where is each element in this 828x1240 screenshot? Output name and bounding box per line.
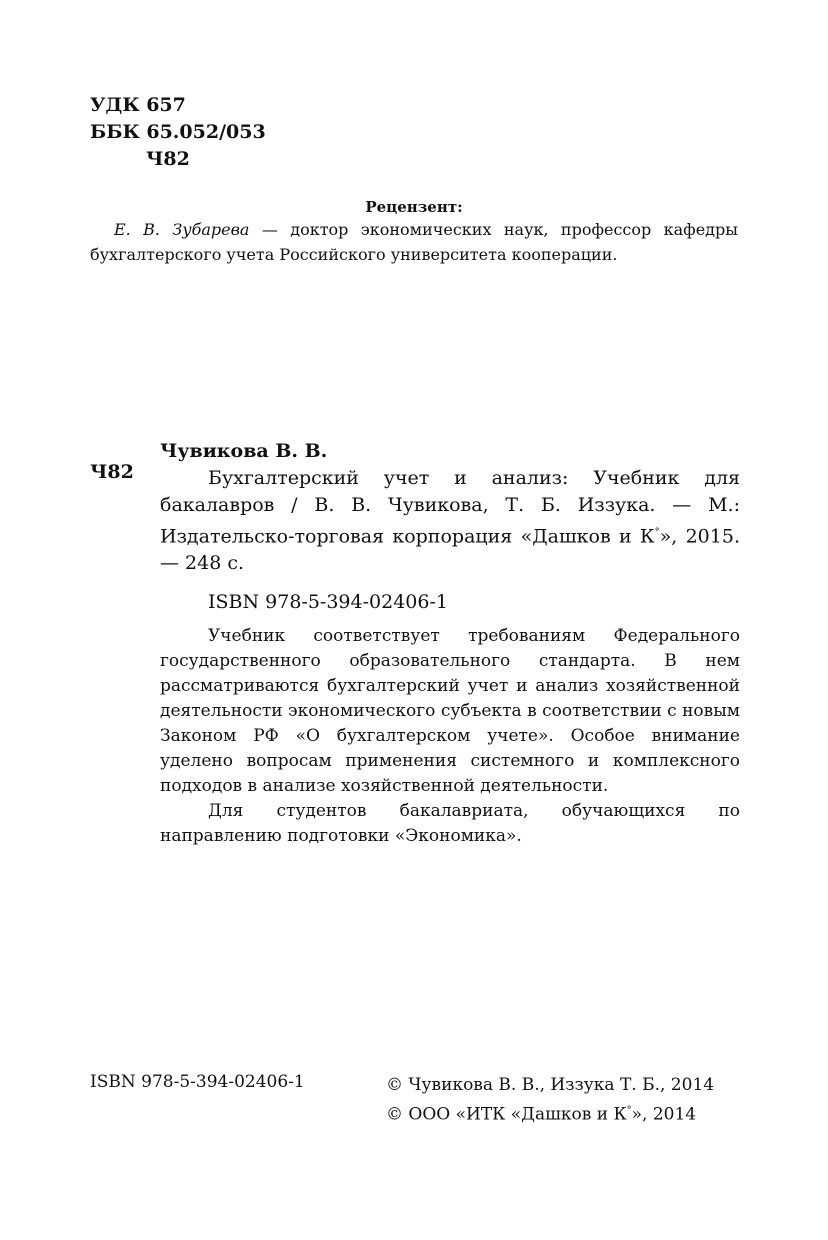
bibliographic-entry [160, 465, 740, 577]
copyright-degree-sign: ° [626, 1105, 632, 1116]
annotation-paragraph: Учебник соответствует требованиям Федерального государственного образовательного стандарта. В нем рассматриваются бухгалтерский учет и анализ хозяйственной деятельности экономического субъекта в соответствии с новым Законом РФ «О бухгалтерском учете». Особое внимание уделено вопросам применения системного и комплексного подходов в анализе хозяйственной деятельности. [160, 626, 740, 796]
copyright-block [386, 1072, 714, 1128]
annotation-block [160, 624, 740, 849]
udk-code: УДК 657 [90, 94, 186, 116]
classification-block [90, 92, 266, 173]
copyright-authors: © Чувикова В. В., Иззука Т. Б., 2014 [386, 1075, 715, 1095]
bibliographic-author: Чувикова В. В. [160, 440, 328, 462]
entry-text-1: Бухгалтерский учет и анализ: Учебник для бакалавров / В. В. Чувикова, Т. Б. Иззука. — М.: Издательско-торговая корпорация «Дашков и К [160, 467, 740, 548]
bibliographic-author-mark: Ч82 [90, 461, 134, 483]
copyright-publisher [386, 1098, 714, 1128]
bbk-code: ББК 65.052/053 [90, 121, 266, 143]
bibliographic-isbn: ISBN 978-5-394-02406-1 [208, 591, 448, 614]
annotation-paragraph: Для студентов бакалавриата, обучающихся по направлению подготовки «Экономика». [160, 801, 740, 846]
footer-isbn: ISBN 978-5-394-02406-1 [90, 1072, 305, 1092]
entry-text-2: », 2015. — 248 с. [160, 525, 740, 575]
reviewer-description: — доктор экономических наук, профессор кафедры бухгалтерского учета Российского университета кооперации. [90, 220, 738, 264]
copyright-publisher-text-2: », 2014 [631, 1104, 697, 1125]
copyright-publisher-text-1: © ООО «ИТК «Дашков и К [386, 1104, 627, 1125]
reviewer-heading: Рецензент: [365, 198, 463, 216]
author-mark: Ч82 [146, 148, 190, 170]
reviewer-block [90, 217, 738, 267]
reviewer-name: Е. В. Зубарева [114, 220, 250, 239]
entry-degree-sign: ° [654, 527, 660, 538]
bibliographic-record [160, 438, 740, 616]
